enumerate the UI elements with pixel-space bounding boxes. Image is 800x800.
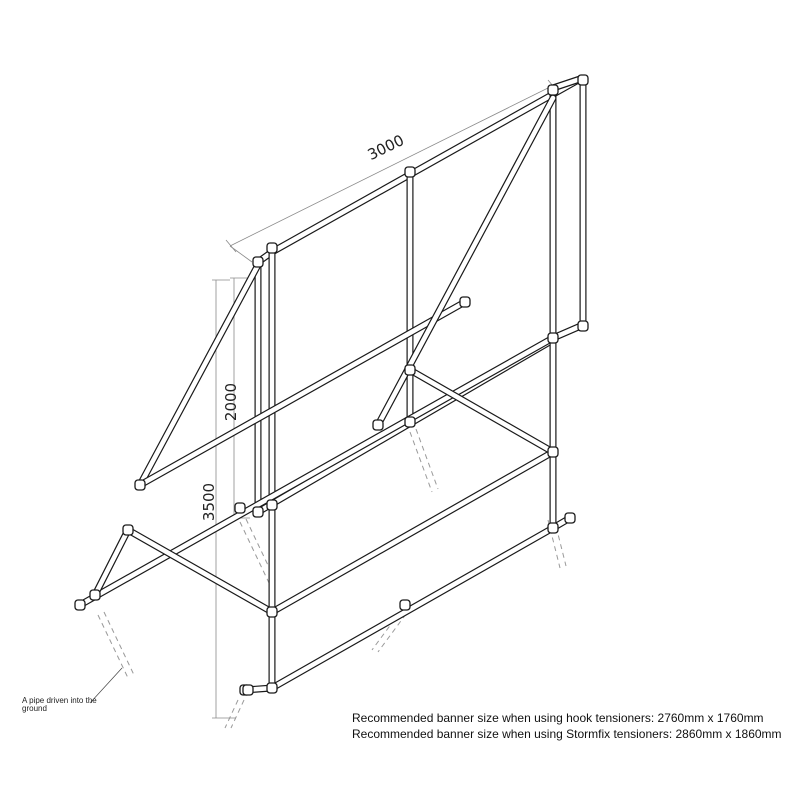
pipe-fitting (75, 600, 85, 610)
pipe-fitting (548, 523, 558, 533)
overall-height-dimension-label: 3500 (200, 482, 218, 522)
pipe-fitting (565, 513, 575, 523)
pipe-fitting (405, 167, 415, 177)
pipe-fitting (460, 297, 470, 307)
pipe-fitting (267, 683, 277, 693)
pipe-fitting (243, 685, 253, 695)
pipe-fitting (405, 417, 415, 427)
pipe-fitting (267, 243, 277, 253)
pipe-fitting (135, 480, 145, 490)
banner-note-stormfix: Recommended banner size when using Stormfix tensioners: 2860mm x 1860mm (352, 727, 782, 741)
pipe-fitting (267, 607, 277, 617)
pipe-fitting (548, 447, 558, 457)
inner-height-dimension-label: 2000 (222, 382, 240, 422)
pipe-fitting (235, 503, 245, 513)
frame-fittings (75, 75, 588, 695)
pipe-fitting (548, 85, 558, 95)
pipe-body (272, 528, 553, 688)
pipe-fitting (548, 333, 558, 343)
pipe-fitting (267, 500, 277, 510)
pipe-fitting (253, 507, 263, 517)
pipe-body (128, 530, 272, 612)
pipe-body (272, 78, 582, 252)
width-dimension-label: 3000 (364, 131, 407, 164)
pipe-fitting (373, 420, 383, 430)
pipe-fitting (400, 600, 410, 610)
pipe-fitting (253, 257, 263, 267)
pipe-fitting (90, 590, 100, 600)
pipe-fitting (123, 525, 133, 535)
pipe-fitting (405, 365, 415, 375)
pipe-fitting (578, 75, 588, 85)
pipe-fitting (578, 321, 588, 331)
frame-pipes (80, 78, 583, 690)
ground-pipe-note: A pipe driven into the ground (22, 696, 97, 713)
banner-note-hook: Recommended banner size when using hook tensioners: 2760mm x 1760mm (352, 711, 764, 725)
